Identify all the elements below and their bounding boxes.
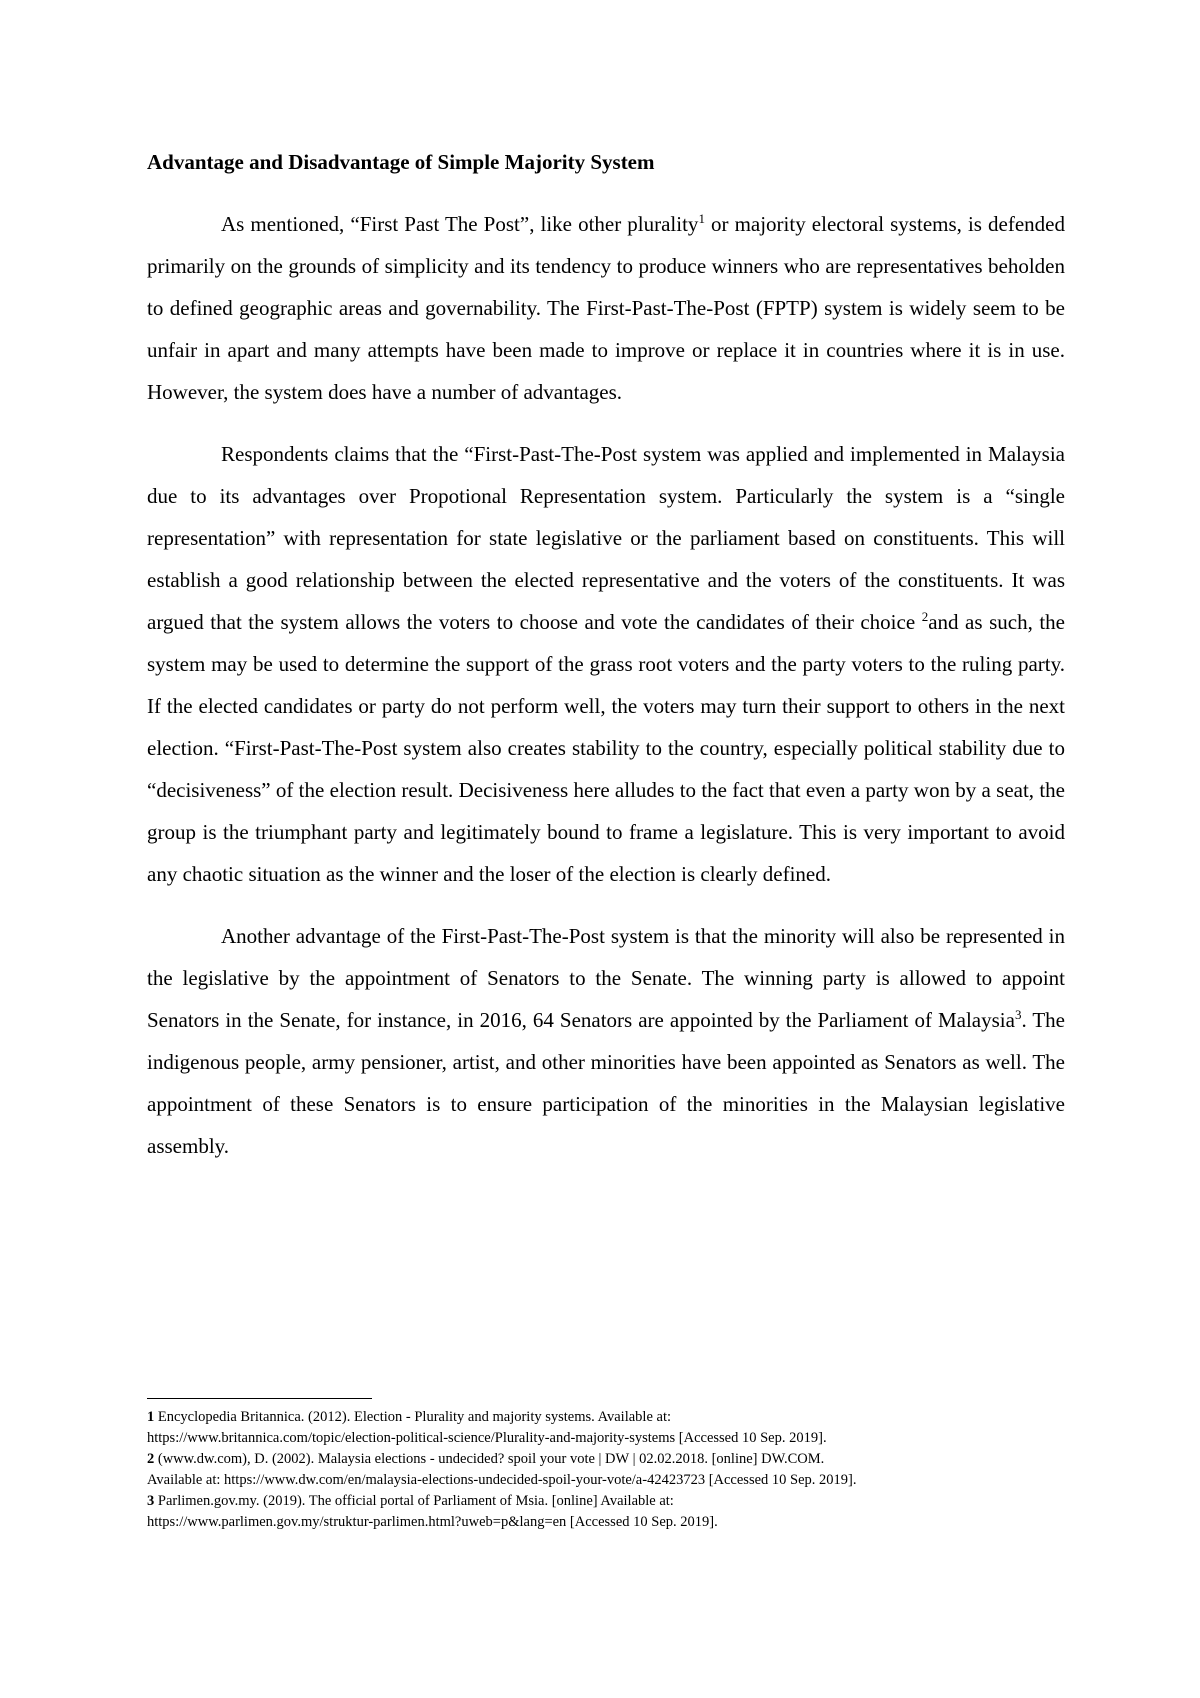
footnotes [147,1407,1087,1533]
paragraph-2-text-b: and as such, the system may be used to determine the support of the grass root voters and the party voters to the ruling party. If the elected candidates or party do not perform well, the voters may turn their support to others in the next election. “First-Past-The-Post system also creates stability to the country, especially political stability due to “decisiveness” of the election result. Decisiveness here alludes to the fact that even a party won by a seat, the group is the triumphant party and legitimately bound to frame a legislature. This is very important to avoid any chaotic situation as the winner and the loser of the election is clearly defined. [147,610,1066,886]
footnote-separator [147,1398,372,1399]
paragraph-1-text-a: As mentioned, “First Past The Post”, like other plurality [221,212,699,236]
footnote-1-number: 1 [147,1409,155,1425]
footnote-3 [147,1491,1087,1533]
paragraph-3-text-b: . The indigenous people, army pensioner, artist, and other minorities have been appointed as Senators as well. The appointment of these Senators is to ensure participation of the minorities in the Malaysian legislative assembly. [147,1008,1065,1158]
paragraph-1 [147,203,1065,413]
footnote-2-line-1: (www.dw.com), D. (2002). Malaysia elections - undecided? spoil your vote | DW | 02.02.2018. [online] DW.COM. [154,1451,825,1467]
footnote-ref-3: 3 [1014,1007,1022,1022]
footnote-3-link[interactable]: https://www.parlimen.gov.my/struktur-parlimen.html?uweb=p&lang=en [Accessed 10 Sep. 2019]. [147,1514,718,1530]
footnote-1 [147,1407,1087,1449]
footnote-ref-1: 1 [698,211,705,226]
footnote-1-line-1: Encyclopedia Britannica. (2012). Election - Plurality and majority systems. Available at: [154,1409,672,1425]
section-heading: Advantage and Disadvantage of Simple Majority System [147,150,655,174]
footnote-2-link[interactable]: Available at: https://www.dw.com/en/malaysia-elections-undecided-spoil-your-vote/a-42423723 [Accessed 10 Sep. 2019]. [147,1472,857,1488]
footnote-1-link[interactable]: https://www.britannica.com/topic/election-political-science/Plurality-and-majority-systems [Accessed 10 Sep. 2019]. [147,1430,827,1446]
document-body [147,141,1065,1187]
paragraph-3-text-a: Another advantage of the First-Past-The-Post system is that the minority will also be represented in the legislative by the appointment of Senators to the Senate. The winning party is allowed to appoint Senators in the Senate, for instance, in 2016, 64 Senators are appointed by the Parliament of Malaysia [147,924,1065,1032]
paragraph-3 [147,915,1065,1167]
paragraph-2-text-a: Respondents claims that the “First-Past-The-Post system was applied and implemented in Malaysia due to its advantages over Propotional Representation system. Particularly the system is a “single representation” with representation for state legislative or the parliament based on constituents. This will establish a good relationship between the elected representative and the voters of the constituents. It was argued that the system allows the voters to choose and vote the candidates of their choice [147,442,1065,634]
footnote-ref-2: 2 [921,609,929,624]
paragraph-2 [147,433,1065,895]
footnote-2-number: 2 [147,1451,155,1467]
footnote-3-number: 3 [147,1493,155,1509]
footnote-3-line-1: Parlimen.gov.my. (2019). The official portal of Parliament of Msia. [online] Available at: [154,1493,674,1509]
paragraph-1-text-b: or majority electoral systems, is defended primarily on the grounds of simplicity and its tendency to produce winners who are representatives beholden to defined geographic areas and governability. The First-Past-The-Post (FPTP) system is widely seem to be unfair in apart and many attempts have been made to improve or replace it in countries where it is in use. However, the system does have a number of advantages. [147,212,1065,404]
footnote-2 [147,1449,1087,1491]
